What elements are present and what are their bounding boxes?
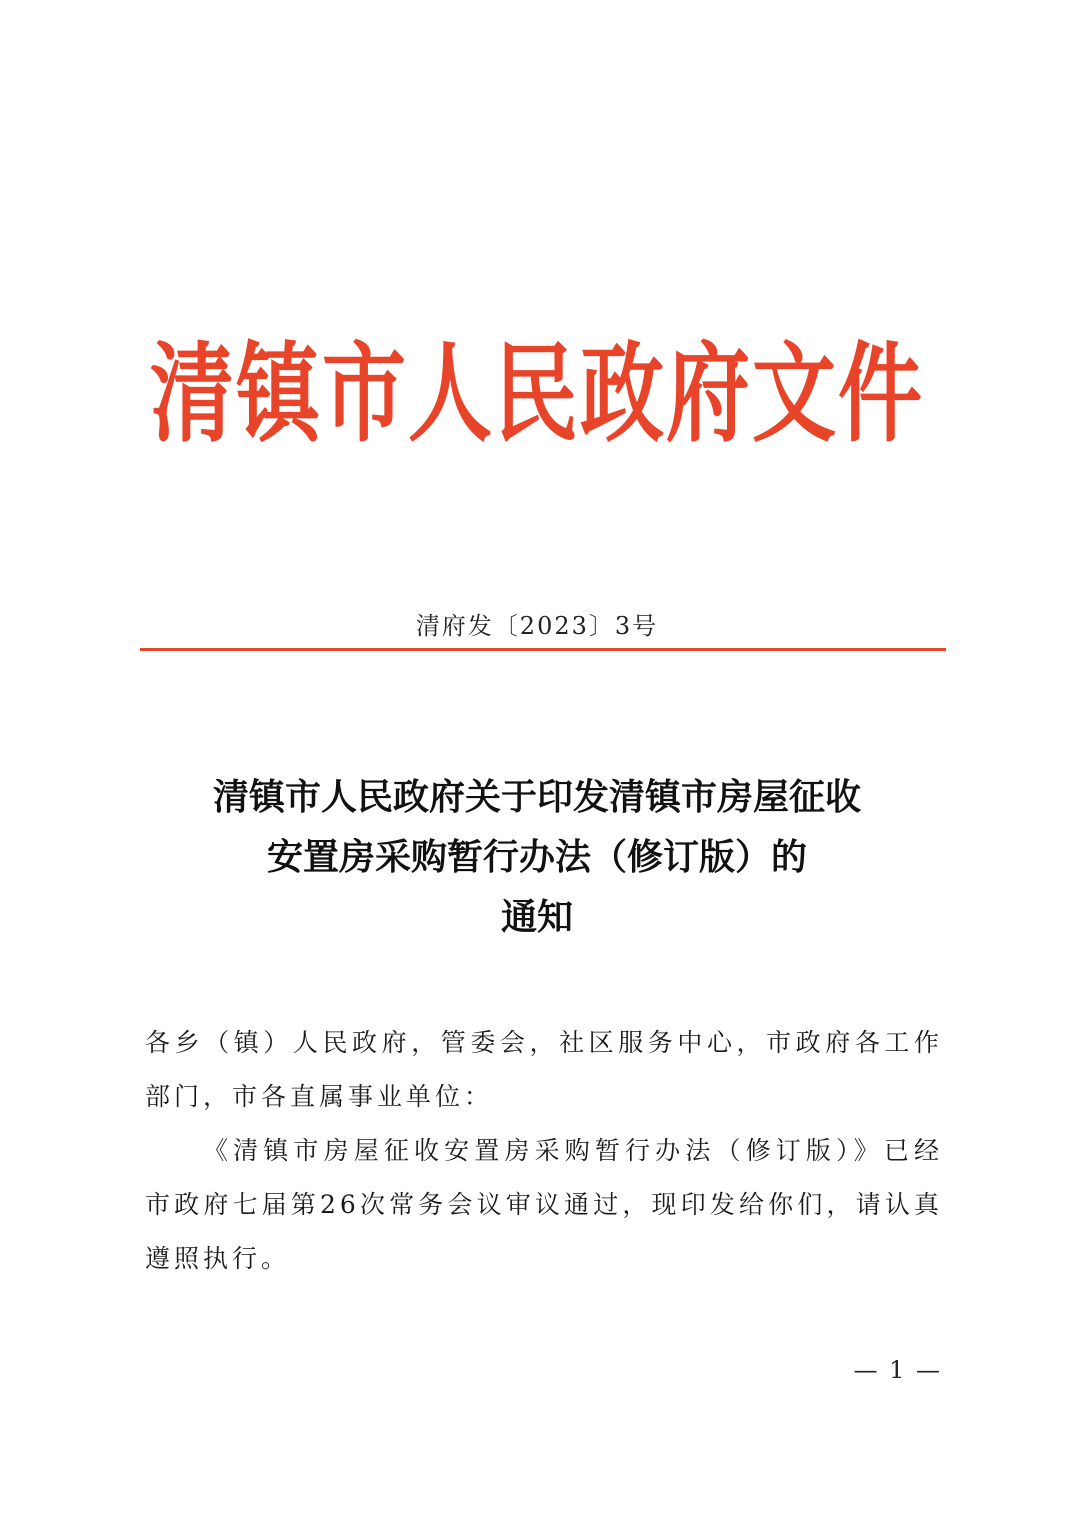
masthead-title: 清镇市人民政府文件 bbox=[149, 331, 924, 457]
notice-title bbox=[0, 768, 1074, 948]
red-separator-line bbox=[140, 648, 946, 651]
page-number: — 1 — bbox=[853, 1356, 942, 1384]
title-line-1: 清镇市人民政府关于印发清镇市房屋征收 bbox=[212, 777, 861, 818]
document-number: 清府发〔2023〕3号 bbox=[415, 612, 659, 640]
body-text bbox=[145, 1016, 943, 1286]
title-line-2: 安置房采购暂行办法（修订版）的 bbox=[266, 837, 807, 878]
addressee-paragraph: 各乡（镇）人民政府，管委会，社区服务中心，市政府各工作部门，市各直属事业单位： bbox=[145, 1028, 943, 1111]
body-paragraph: 《清镇市房屋征收安置房采购暂行办法（修订版）》已经市政府七届第26次常务会议审议通过，现印发给你们，请认真遵照执行。 bbox=[145, 1136, 943, 1273]
title-line-3: 通知 bbox=[500, 897, 573, 938]
